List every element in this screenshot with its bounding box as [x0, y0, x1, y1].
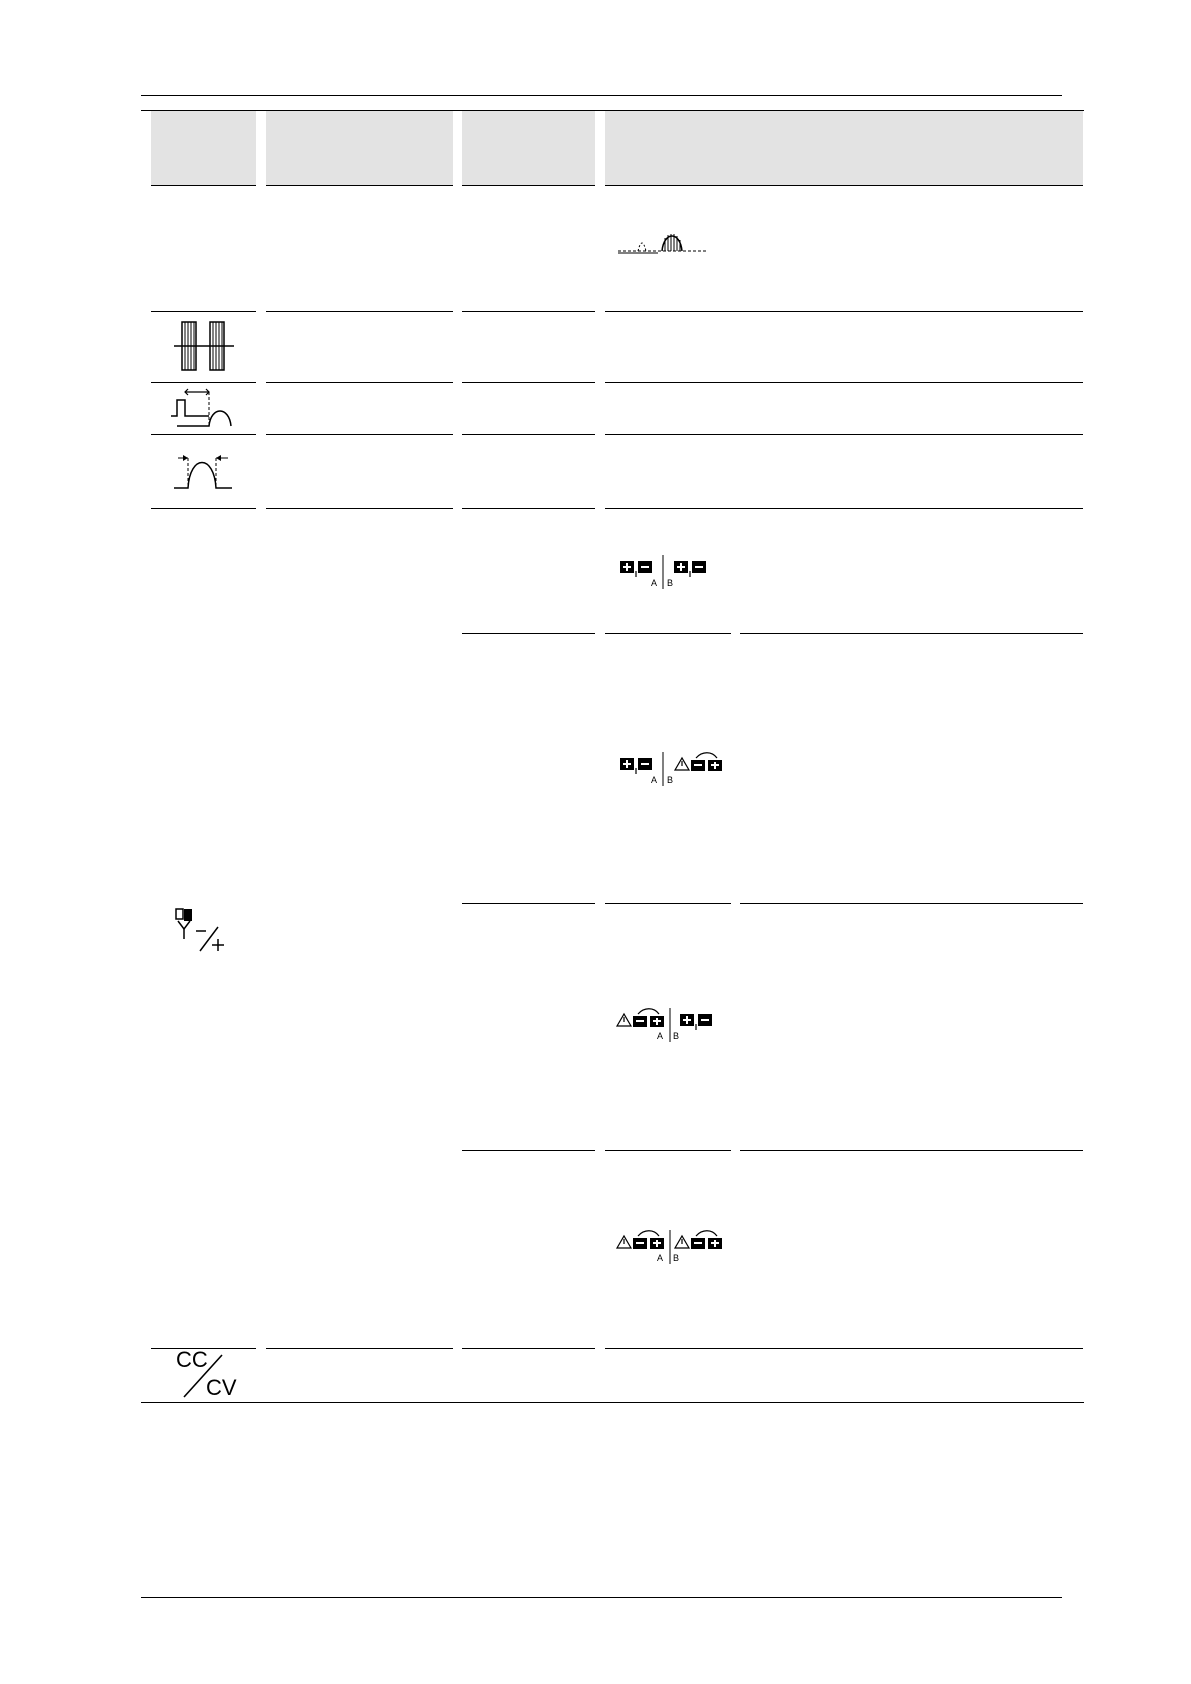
footer-rule [141, 1597, 1062, 1598]
pre-time-waveform-icon [171, 386, 233, 428]
header-cell-description [605, 111, 1083, 185]
polarity-a-minus-b-plus-icon [614, 1008, 724, 1042]
double-pulse-icon [174, 320, 234, 372]
header-cell-value [462, 111, 595, 185]
top-rule [141, 95, 1062, 96]
cv-label: CV [206, 1375, 237, 1400]
polarity-torch-icon [174, 907, 234, 953]
polarity-a-minus-b-minus-icon [614, 1230, 726, 1264]
slot-b-label: B [667, 578, 674, 588]
cc-cv-icon [174, 1347, 240, 1403]
header-cell-name [266, 111, 453, 185]
slope-waveform-icon [174, 450, 234, 490]
cc-label: CC [176, 1347, 208, 1372]
table-bottom-rule [141, 1402, 1084, 1403]
header-cell-symbol [151, 111, 256, 185]
slot-a-label: A [651, 578, 658, 588]
pulse-waveform-icon [618, 229, 708, 257]
